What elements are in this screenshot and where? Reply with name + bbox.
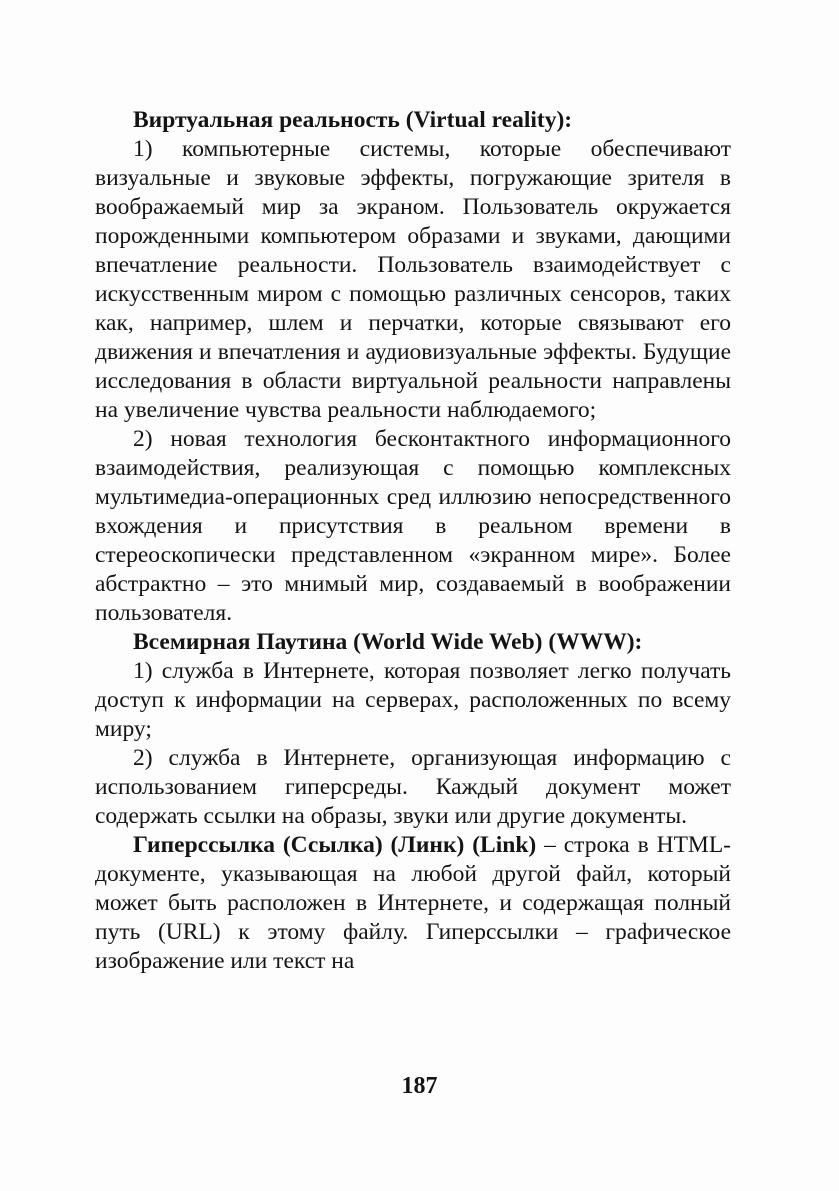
page-text <box>95 106 731 976</box>
entry-heading-virtual-reality: Виртуальная реальность (Virtual reality): <box>133 107 573 133</box>
entry-heading-www: Всемирная Паутина (World Wide Web) (WWW): <box>133 629 643 655</box>
entry-hyperlink <box>95 831 731 976</box>
entry-definition-vr-1: 1) компьютерные системы, которые обеспечивают визуальные и звуковые эффекты, погружающие зрителя в воображаемый мир за экраном. Пользователь окружается порожденными компьютером образами и звуками, дающими впечатление реальности. Пользователь взаимодействует с искусственным миром с помощью различных сенсоров, таких как, например, шлем и перчатки, которые связывают его движения и впечатления и аудиовизуальные эффекты. Будущие исследования в области виртуальной реальности направлены на увеличение чувства реальности наблюдаемого; <box>95 136 731 423</box>
entry-definition-vr-2: 2) новая технология бесконтактного информационного взаимодействия, реализующая с помощью комплексных мультимедиа-операционных сред иллюзию непосредственного вхождения и присутствия в реальном времени в стереоскопически представленном «экранном мире». Более абстрактно – это мнимый мир, создаваемый в воображении пользователя. <box>95 426 731 626</box>
entry-definition-hyperlink: – строка в HTML-документе, указывающая на любой другой файл, который может быть расположен в Интернете, и содержащая полный путь (URL) к этому файлу. Гиперссылки – графическое изображение или текст на <box>95 832 731 974</box>
entry-definition-www-2: 2) служба в Интернете, организующая информацию с использованием гиперсреды. Каждый документ может содержать ссылки на образы, звуки или другие документы. <box>95 745 731 829</box>
entry-term-hyperlink: Гиперссылка (Ссылка) (Линк) (Link) <box>133 832 537 858</box>
page-number: 187 <box>401 1073 438 1099</box>
entry-definition-www-1: 1) служба в Интернете, которая позволяет легко получать доступ к информации на серверах, расположенных по всему миру; <box>95 658 731 742</box>
